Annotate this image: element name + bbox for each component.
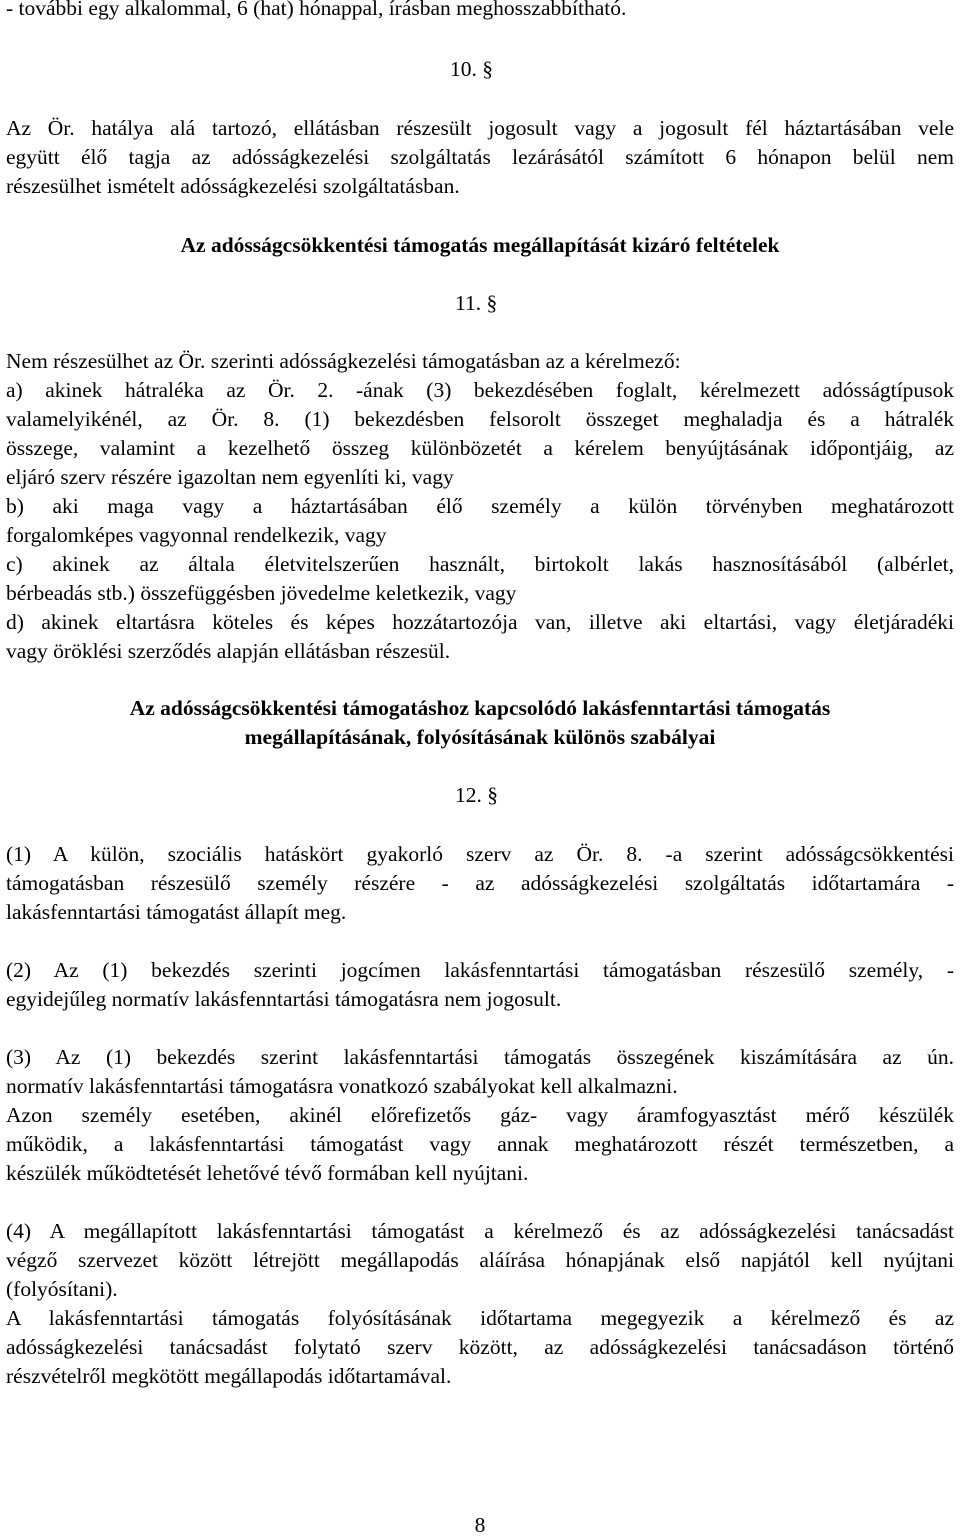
text-line: együtt élő tagja az adósságkezelési szolgáltatás lezárásától számított 6 hónapon belül nem bbox=[6, 145, 954, 169]
text-line: támogatásban részesülő személy részére - az adósságkezelési szolgáltatás időtartamára - bbox=[6, 871, 954, 895]
section-heading-10: 10. § bbox=[450, 57, 493, 81]
text-line: normatív lakásfenntartási támogatásra vonatkozó szabályokat kell alkalmazni. bbox=[6, 1074, 678, 1098]
text-line: forgalomképes vagyonnal rendelkezik, vagy bbox=[6, 523, 387, 547]
text-line: összege, valamint a kezelhető összeg különbözetét a kérelem benyújtásának időpontjáig, az bbox=[6, 436, 954, 460]
section-title: Az adósságcsökkentési támogatás megállapítását kizáró feltételek bbox=[180, 233, 780, 257]
text-line: (1) A külön, szociális hatáskört gyakorló szerv az Ör. 8. -a szerint adósságcsökkentési bbox=[6, 842, 954, 866]
text-line: készülék működtetését lehetővé tévő formában kell nyújtani. bbox=[6, 1161, 529, 1185]
text-line: adósságkezelési tanácsadást folytató szerv között, az adósságkezelési tanácsadáson történő bbox=[6, 1335, 954, 1359]
text-line: (3) Az (1) bekezdés szerint lakásfenntartási támogatás összegének kiszámítására az ún. bbox=[6, 1045, 954, 1069]
page-number: 8 bbox=[474, 1513, 486, 1537]
text-line: valamelyikénél, az Ör. 8. (1) bekezdésben felsorolt összeget meghaladja és a hátralék bbox=[6, 407, 954, 431]
text-line: részesülhet ismételt adósságkezelési szolgáltatásban. bbox=[6, 174, 460, 198]
text-line: működik, a lakásfenntartási támogatást vagy annak meghatározott részét természetben, a bbox=[6, 1132, 954, 1156]
text-line: (4) A megállapított lakásfenntartási támogatást a kérelmező és az adósságkezelési tanácsadást bbox=[6, 1219, 954, 1243]
text-line: - további egy alkalommal, 6 (hat) hónappal, írásban meghosszabbítható. bbox=[6, 0, 627, 20]
text-line: lakásfenntartási támogatást állapít meg. bbox=[6, 900, 347, 924]
text-line: Az Ör. hatálya alá tartozó, ellátásban részesült jogosult vagy a jogosult fél háztartásában vele bbox=[6, 116, 954, 140]
text-line: A lakásfenntartási támogatás folyósításának időtartama megegyezik a kérelmező és az bbox=[6, 1306, 954, 1330]
text-line: b) aki maga vagy a háztartásában élő személy a külön törvényben meghatározott bbox=[6, 494, 954, 518]
text-line: vagy öröklési szerződés alapján ellátásban részesül. bbox=[6, 639, 451, 663]
section-sign-icon: § bbox=[487, 783, 498, 807]
section-sign-icon: § bbox=[482, 57, 493, 81]
section-title: megállapításának, folyósításának különös szabályai bbox=[244, 725, 716, 749]
text-line: Azon személy esetében, akinél előrefizetős gáz- vagy áramfogyasztást mérő készülék bbox=[6, 1103, 954, 1127]
text-line: végző szervezet között létrejött megállapodás aláírása hónapjának első napjától kell nyújtani bbox=[6, 1248, 954, 1272]
text-line: részvételről megkötött megállapodás időtartamával. bbox=[6, 1364, 452, 1388]
text-line: eljáró szerv részére igazoltan nem egyenlíti ki, vagy bbox=[6, 465, 454, 489]
text-line: a) akinek hátraléka az Ör. 2. -ának (3) bekezdésében foglalt, kérelmezett adósságtípusok bbox=[6, 378, 954, 402]
section-heading-12: 12. § bbox=[455, 783, 498, 807]
text-line: Nem részesülhet az Ör. szerinti adósságkezelési támogatásban az a kérelmező: bbox=[6, 349, 681, 373]
text-line: (folyósítani). bbox=[6, 1277, 118, 1301]
text-line: d) akinek eltartásra köteles és képes hozzátartozója van, illetve aki eltartási, vagy életjáradéki bbox=[6, 610, 954, 634]
section-title: Az adósságcsökkentési támogatáshoz kapcsolódó lakásfenntartási támogatás bbox=[129, 696, 831, 720]
text-line: c) akinek az általa életvitelszerűen használt, birtokolt lakás hasznosításából (albérlet, bbox=[6, 552, 954, 576]
section-heading-11: 11. § bbox=[455, 291, 498, 315]
text-line: egyidejűleg normatív lakásfenntartási támogatásra nem jogosult. bbox=[6, 987, 562, 1011]
text-line: (2) Az (1) bekezdés szerinti jogcímen lakásfenntartási támogatásban részesülő személy, - bbox=[6, 958, 954, 982]
text-line: bérbeadás stb.) összefüggésben jövedelme keletkezik, vagy bbox=[6, 581, 517, 605]
section-sign-icon: § bbox=[486, 291, 498, 315]
